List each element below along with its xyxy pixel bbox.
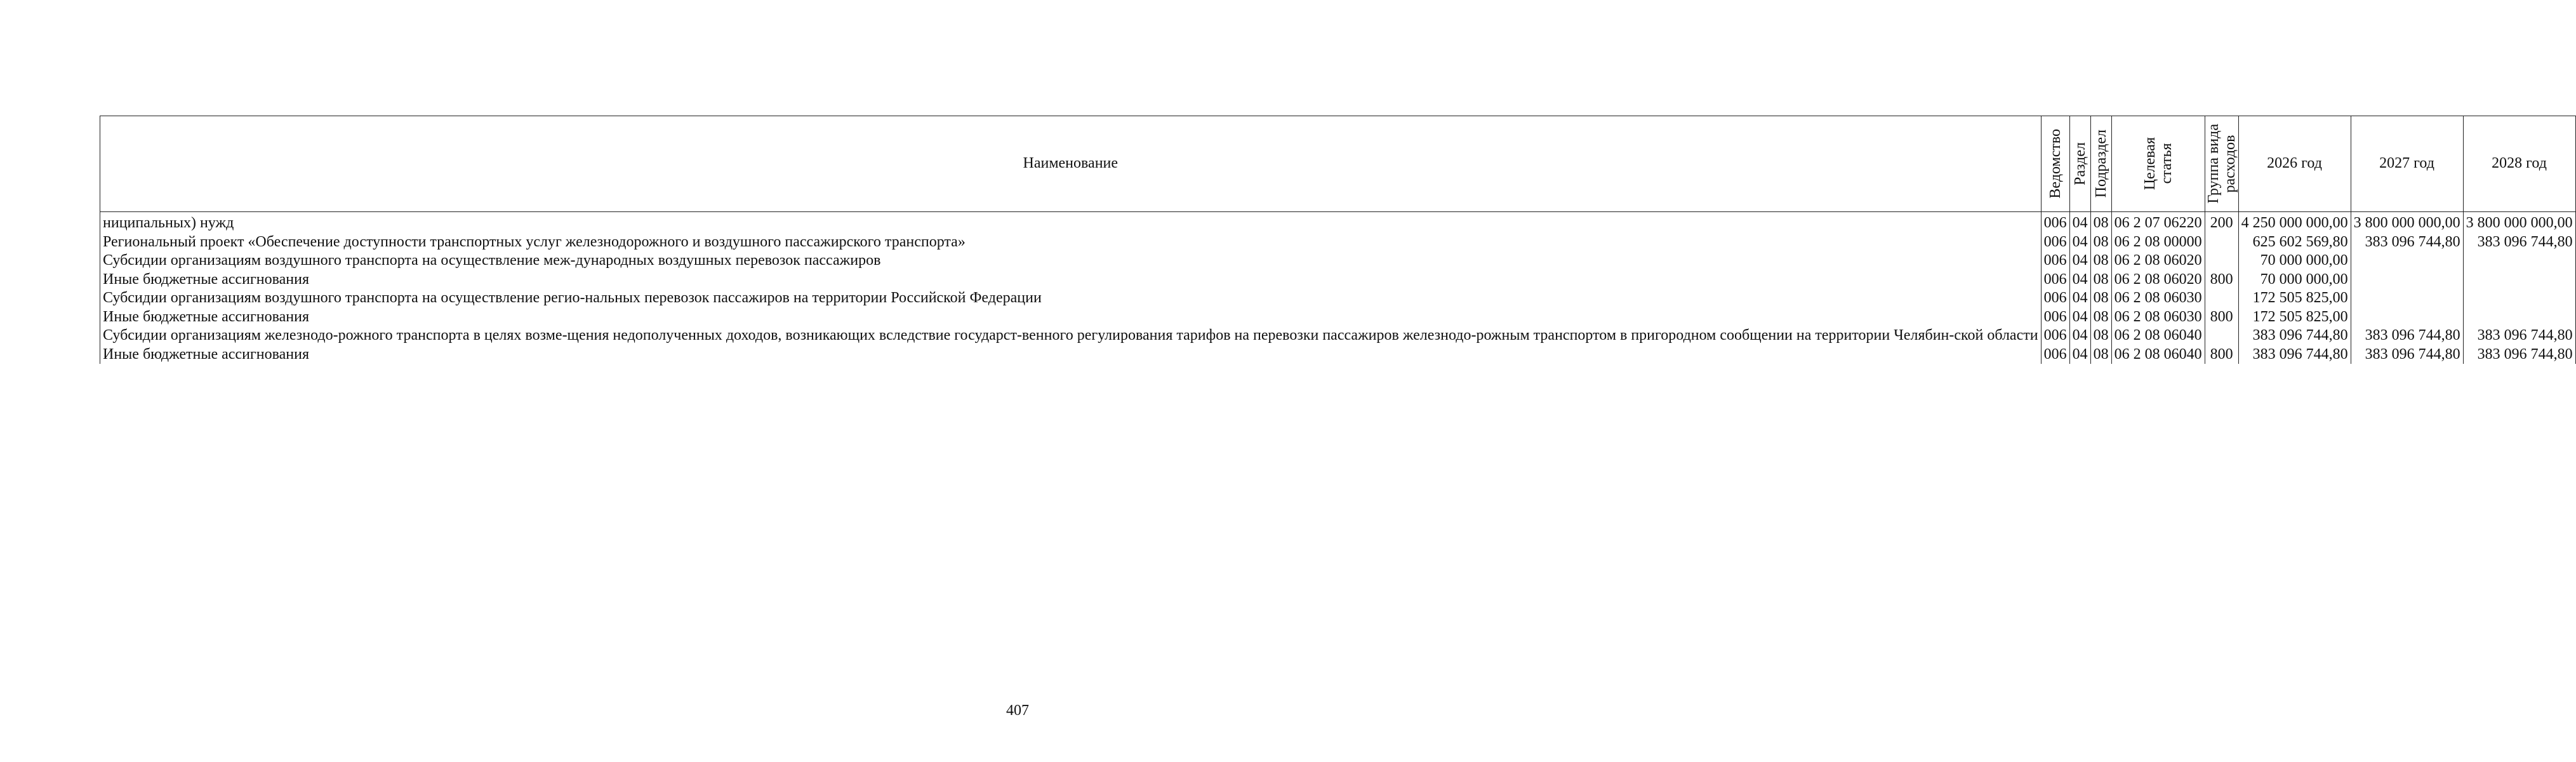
cell-2028: 383 096 744,80 bbox=[2463, 233, 2575, 252]
cell-subsection: 08 bbox=[2090, 212, 2111, 233]
cell-group bbox=[2205, 251, 2238, 271]
cell-2026: 70 000 000,00 bbox=[2238, 251, 2351, 271]
cell-2027: 383 096 744,80 bbox=[2351, 233, 2463, 252]
cell-subsection: 08 bbox=[2090, 326, 2111, 345]
cell-2028 bbox=[2463, 251, 2575, 271]
header-2027: 2027 год bbox=[2351, 116, 2463, 212]
cell-subsection: 08 bbox=[2090, 251, 2111, 271]
header-2026: 2026 год bbox=[2238, 116, 2351, 212]
header-subsection-label: Подраздел bbox=[2092, 130, 2109, 198]
header-group-line1: Группа вида bbox=[2205, 124, 2222, 204]
cell-name: Иные бюджетные ассигнования bbox=[100, 308, 2042, 327]
cell-name: Субсидии организациям воздушного транспорта на осуществление меж-дународных воздушных перевозок пассажиров bbox=[100, 251, 2042, 271]
cell-section: 04 bbox=[2069, 308, 2090, 327]
cell-2028: 383 096 744,80 bbox=[2463, 326, 2575, 345]
cell-subsection: 08 bbox=[2090, 308, 2111, 327]
cell-target: 06 2 08 06020 bbox=[2111, 271, 2205, 290]
cell-2026: 4 250 000 000,00 bbox=[2238, 212, 2351, 233]
cell-section: 04 bbox=[2069, 345, 2090, 364]
table-row bbox=[100, 271, 2576, 290]
cell-subsection: 08 bbox=[2090, 271, 2111, 290]
cell-dept: 006 bbox=[2041, 251, 2069, 271]
cell-group: 800 bbox=[2205, 271, 2238, 290]
header-target-line2: статья bbox=[2158, 144, 2175, 184]
header-target-line1: Целевая bbox=[2141, 137, 2158, 190]
table-row bbox=[100, 233, 2576, 252]
cell-2028: 383 096 744,80 bbox=[2463, 345, 2575, 364]
cell-2028 bbox=[2463, 289, 2575, 308]
cell-section: 04 bbox=[2069, 326, 2090, 345]
table-row bbox=[100, 212, 2576, 233]
table-row bbox=[100, 326, 2576, 345]
cell-2026: 625 602 569,80 bbox=[2238, 233, 2351, 252]
cell-2028 bbox=[2463, 308, 2575, 327]
cell-dept: 006 bbox=[2041, 308, 2069, 327]
cell-target: 06 2 08 06040 bbox=[2111, 326, 2205, 345]
cell-2027: 383 096 744,80 bbox=[2351, 345, 2463, 364]
cell-2027 bbox=[2351, 289, 2463, 308]
cell-name: Иные бюджетные ассигнования bbox=[100, 271, 2042, 290]
header-subsection bbox=[2090, 116, 2111, 212]
cell-name: Иные бюджетные ассигнования bbox=[100, 345, 2042, 364]
cell-2027: 383 096 744,80 bbox=[2351, 326, 2463, 345]
header-target-label bbox=[2142, 137, 2175, 190]
header-section-label: Раздел bbox=[2071, 142, 2088, 185]
cell-target: 06 2 08 00000 bbox=[2111, 233, 2205, 252]
cell-2028 bbox=[2463, 271, 2575, 290]
cell-2026: 172 505 825,00 bbox=[2238, 289, 2351, 308]
cell-2027 bbox=[2351, 271, 2463, 290]
cell-2026: 172 505 825,00 bbox=[2238, 308, 2351, 327]
header-2028: 2028 год bbox=[2463, 116, 2575, 212]
cell-2026: 70 000 000,00 bbox=[2238, 271, 2351, 290]
cell-name: Региональный проект «Обеспечение доступности транспортных услуг железнодорожного и воздушного пассажирского транспорта» bbox=[100, 233, 2042, 252]
cell-subsection: 08 bbox=[2090, 289, 2111, 308]
cell-dept: 006 bbox=[2041, 326, 2069, 345]
cell-group bbox=[2205, 326, 2238, 345]
cell-group bbox=[2205, 233, 2238, 252]
header-group-line2: расходов bbox=[2221, 135, 2238, 193]
page-number: 407 bbox=[1006, 702, 1029, 719]
cell-name: Субсидии организациям железнодо-рожного транспорта в целях возме-щения недополученных доходов, возникающих вследствие государст-венного регулирования тарифов на перевозки пассажиров железнодо-рожным транспортом в пригородном сообщении на территории Челябин-ской области bbox=[100, 326, 2042, 345]
cell-group: 800 bbox=[2205, 308, 2238, 327]
header-dept bbox=[2041, 116, 2069, 212]
header-target bbox=[2111, 116, 2205, 212]
cell-dept: 006 bbox=[2041, 271, 2069, 290]
cell-2027 bbox=[2351, 308, 2463, 327]
budget-table bbox=[100, 116, 2576, 364]
cell-dept: 006 bbox=[2041, 345, 2069, 364]
table-row bbox=[100, 251, 2576, 271]
header-section bbox=[2069, 116, 2090, 212]
cell-section: 04 bbox=[2069, 233, 2090, 252]
cell-target: 06 2 08 06040 bbox=[2111, 345, 2205, 364]
cell-dept: 006 bbox=[2041, 233, 2069, 252]
cell-section: 04 bbox=[2069, 289, 2090, 308]
cell-target: 06 2 07 06220 bbox=[2111, 212, 2205, 233]
cell-subsection: 08 bbox=[2090, 233, 2111, 252]
cell-subsection: 08 bbox=[2090, 345, 2111, 364]
cell-target: 06 2 08 06020 bbox=[2111, 251, 2205, 271]
table-row bbox=[100, 289, 2576, 308]
table-row bbox=[100, 345, 2576, 364]
cell-section: 04 bbox=[2069, 212, 2090, 233]
table-header-row bbox=[100, 116, 2576, 212]
cell-target: 06 2 08 06030 bbox=[2111, 289, 2205, 308]
header-name: Наименование bbox=[100, 116, 2042, 212]
table-row bbox=[100, 308, 2576, 327]
header-group bbox=[2205, 116, 2238, 212]
cell-group: 800 bbox=[2205, 345, 2238, 364]
cell-2028: 3 800 000 000,00 bbox=[2463, 212, 2575, 233]
cell-target: 06 2 08 06030 bbox=[2111, 308, 2205, 327]
cell-section: 04 bbox=[2069, 271, 2090, 290]
cell-group: 200 bbox=[2205, 212, 2238, 233]
cell-group bbox=[2205, 289, 2238, 308]
cell-dept: 006 bbox=[2041, 212, 2069, 233]
cell-dept: 006 bbox=[2041, 289, 2069, 308]
cell-name: ниципальных) нужд bbox=[100, 212, 2042, 233]
cell-2027: 3 800 000 000,00 bbox=[2351, 212, 2463, 233]
table-body bbox=[100, 212, 2576, 364]
cell-2026: 383 096 744,80 bbox=[2238, 326, 2351, 345]
header-group-label bbox=[2205, 124, 2238, 203]
cell-2026: 383 096 744,80 bbox=[2238, 345, 2351, 364]
cell-section: 04 bbox=[2069, 251, 2090, 271]
cell-name: Субсидии организациям воздушного транспорта на осуществление регио-нальных перевозок пассажиров на территории Российской Федерации bbox=[100, 289, 2042, 308]
cell-2027 bbox=[2351, 251, 2463, 271]
header-dept-label: Ведомство bbox=[2047, 129, 2064, 199]
